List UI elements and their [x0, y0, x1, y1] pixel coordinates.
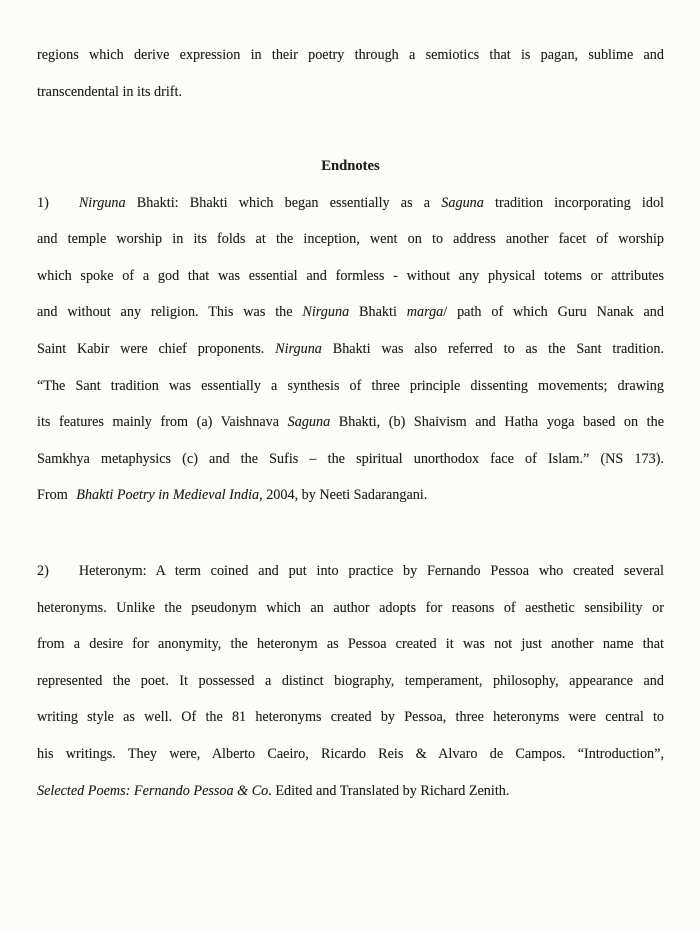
text-line — [37, 368, 664, 405]
text-run: From — [37, 487, 68, 504]
text-run: Heteronym: A term coined and put into practice by Fernando Pessoa who created several — [78, 563, 664, 580]
text-run: 2) — [37, 563, 49, 580]
text-run: / path of which Guru Nanak and — [443, 304, 664, 321]
page-content — [37, 0, 664, 809]
text-run: heteronyms. Unlike the pseudonym which an author adopts for reasons of aesthetic sensibility or — [37, 599, 664, 616]
text-run: Saint Kabir were chief proponents. — [37, 341, 276, 358]
endnote-1 — [37, 185, 664, 514]
text-line — [37, 258, 664, 295]
italic-text: Selected Poems: Fernando Pessoa & Co — [37, 782, 269, 799]
text-run: Bhakti — [349, 304, 407, 321]
italic-text: Nirguna — [78, 194, 126, 211]
text-run: represented the poet. It possessed a distinct biography, temperament, philosophy, appearance and — [37, 672, 664, 689]
italic-text: Nirguna — [302, 304, 350, 321]
text-line — [37, 185, 664, 222]
text-run: from a desire for anonymity, the heteronym as Pessoa created it was not just another name that — [37, 636, 664, 653]
text-run: “The Sant tradition was essentially a synthesis of three principle dissenting movements; drawing — [37, 377, 664, 394]
text-line — [37, 736, 664, 773]
text-line — [37, 477, 664, 514]
text-line — [37, 404, 664, 441]
italic-text: Saguna — [441, 194, 484, 211]
text-run: transcendental in its drift. — [37, 83, 182, 100]
text-line — [37, 663, 664, 700]
text-line — [37, 553, 664, 590]
text-line — [37, 441, 664, 478]
text-line — [37, 590, 664, 627]
text-run: 2004, by Neeti Sadarangani. — [262, 487, 428, 504]
endnotes-heading: Endnotes — [321, 158, 380, 175]
text-line — [37, 626, 664, 663]
text-run: its features mainly from (a) Vaishnava — [37, 414, 288, 431]
text-run: which spoke of a god that was essential and formless - without any physical totems or attributes — [37, 267, 664, 284]
text-run: Bhakti: Bhakti which began essentially as a — [125, 194, 442, 211]
italic-text: Nirguna — [275, 341, 322, 358]
text-run: and temple worship in its folds at the inception, went on to address another facet of worship — [37, 231, 664, 248]
text-line — [37, 74, 664, 111]
text-line — [37, 773, 664, 810]
text-line — [37, 331, 664, 368]
text-line — [37, 294, 664, 331]
text-line — [37, 221, 664, 258]
text-run: and without any religion. This was the — [37, 304, 303, 321]
text-run: Bhakti, (b) Shaivism and Hatha yoga based on the — [330, 414, 664, 431]
italic-text: Bhakti Poetry in Medieval India, — [72, 487, 263, 504]
text-line — [37, 699, 664, 736]
text-run: tradition incorporating idol — [483, 194, 665, 211]
italic-text: Saguna — [287, 414, 331, 431]
text-run: Bhakti was also referred to as the Sant tradition. — [321, 341, 664, 358]
text-line — [37, 37, 664, 74]
text-run: regions which derive expression in their poetry through a semiotics that is pagan, sublime and — [37, 47, 664, 63]
text-run: his writings. They were, Alberto Caeiro, Ricardo Reis & Alvaro de Campos. “Introduction”, — [37, 746, 664, 762]
endnote-2 — [37, 553, 664, 809]
italic-text: marga — [406, 304, 444, 321]
text-run: 1) — [37, 194, 49, 211]
intro-paragraph — [37, 37, 664, 110]
text-run: writing style as well. Of the 81 heteronyms created by Pessoa, three heteronyms were central to — [37, 709, 664, 726]
text-run: Samkhya metaphysics (c) and the Sufis – the spiritual unorthodox face of Islam.” (NS 173). — [37, 450, 664, 467]
text-run: . Edited and Translated by Richard Zenith. — [268, 782, 510, 799]
